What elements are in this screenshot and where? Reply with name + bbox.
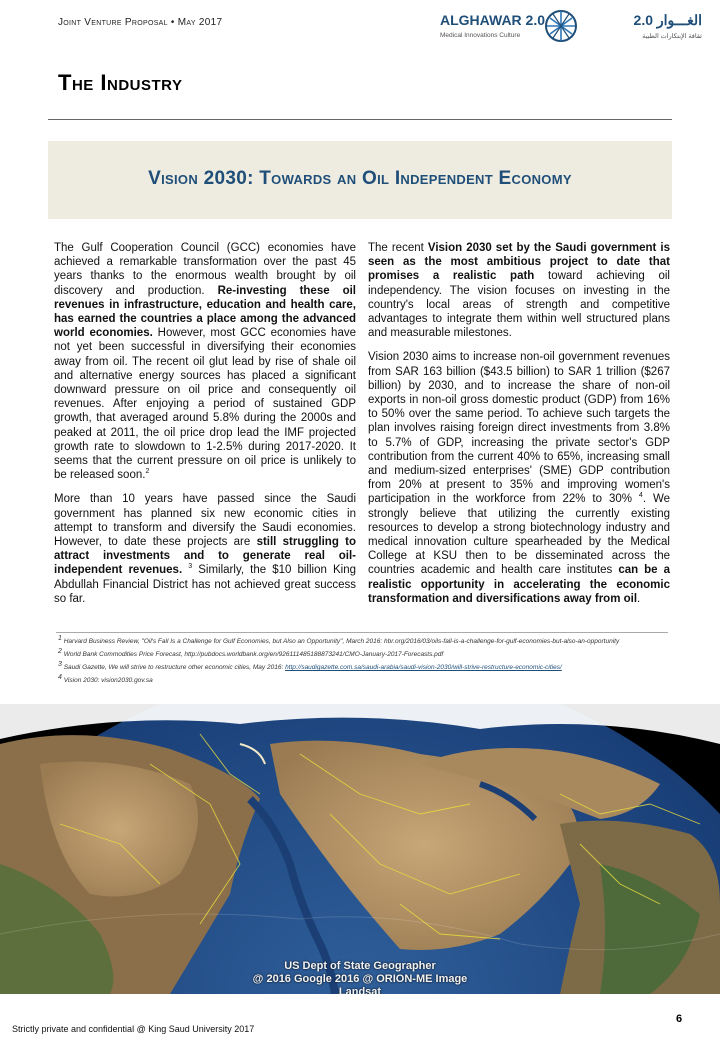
credit-line: US Dept of State Geographer (284, 960, 436, 972)
paragraph-vision-targets (368, 350, 670, 606)
page-header (0, 0, 720, 50)
footnote-link[interactable]: http://saudigazette.com.sa/saudi-arabia/saudi-vision-2030/will-strive-restructure-economic-cities/ (285, 664, 562, 671)
text-run: toward achieving oil independency. The vision focuses on investing in the country's local areas of strength and competitive advantages to integrate them within well structured plans and measurable milestones. (368, 270, 670, 340)
footnote-text: Harvard Business Review, "Oil's Fall Is a Challenge for Gulf Economies, but Also an Opportunity", March 2016: hbr.org/2016/03/oils-fall-is-a-challenge-for-gulf-economies-but-also-an-opportunity (63, 638, 620, 645)
document-label: Joint Venture Proposal • May 2017 (58, 17, 223, 28)
footnote-text: World Bank Commodities Price Forecast, http://pubdocs.worldbank.org/en/926111485188873241/CMO-January-2017-Forecasts.pdf (63, 651, 444, 658)
bold-run: Vision 2030 set by the Saudi government is seen as the most ambitious project to date that promises a realistic path (368, 242, 670, 283)
text-run: . (637, 592, 641, 605)
logo-tagline-en: Medical Innovations Culture (440, 32, 521, 39)
footnote-text: Saudi Gazette, We will strive to restructure other economic cities, May 2016: (63, 664, 286, 671)
credit-line: @ 2016 Google 2016 @ ORION-ME Image (252, 973, 468, 985)
logo-name-ar: الغـــوار 2.0 (633, 12, 702, 28)
footnotes (58, 634, 668, 689)
footnote-ref: 4 (638, 492, 643, 500)
footnote-1 (58, 634, 668, 646)
text-run: Similarly, the $10 billion King Abdullah Financial District has not achieved great success so far. (54, 564, 356, 605)
paragraph-vision-2030 (368, 241, 670, 340)
footnote-number: 2 (58, 647, 62, 655)
logo-globe-icon (542, 6, 580, 44)
footnote-3 (58, 660, 668, 672)
bold-run: can be a realistic opportunity in accelerating the economic transformation and diversifications away from oil (368, 564, 670, 605)
footnote-divider (56, 632, 668, 633)
logo-name-en: ALGHAWAR 2.0 (440, 12, 546, 28)
footnote-4 (58, 673, 668, 685)
bold-run: still struggling to attract investments and to generate real oil-independent revenues. (54, 536, 356, 577)
footnote-number: 3 (58, 660, 62, 668)
image-credits (200, 960, 520, 994)
vision-banner (48, 141, 672, 219)
text-run: The Gulf Cooperation Council (GCC) economies have achieved a remarkable transformation over the past 45 years thanks to the enormous wealth brought by oil discovery and production. (54, 242, 356, 297)
page-number: 6 (676, 1013, 683, 1025)
credit-line: Landsat (338, 986, 382, 994)
text-run: However, most GCC economies have not yet been successful in diversifying their economies away from oil. The recent oil glut lead by rise of shale oil and alternative energy sources has placed a significant downward pressure on oil price and consequently oil revenues. After enjoying a period of sustained GDP growth, that averaged around 5.8% during the 2000s and peaked at 2011, the oil price drop lead the IMF projected growth rate to slowdown to 1-2.5% during 2017-2020. It seems that the current pressure on oil price is unlikely to be released soon. (54, 327, 356, 482)
text-run: Vision 2030 aims to increase non-oil government revenues from SAR 163 billion ($43.5 billion) to SAR 1 trillion ($267 billion) by 2030, and to increase the share of non-oil exports in non-oil gross domestic product (GDP) from 16% to 50% over the same period. To achieve such targets the plan involves raising foreign direct investments from 3.8% to 5.7% of GDP, increasing the private sector's GDP contribution from the current 40% to 65%, increasing small and medium-sized enterprises' (SME) GDP contribution from 20% at present to 35% and improving women's participation in the workforce from 22% to 30% (368, 351, 670, 506)
bold-run: Re-investing these oil revenues in infrastructure, education and health care, has earned the countries a place among the advanced world economies. (54, 284, 356, 340)
paragraph-gcc-economies (54, 241, 356, 482)
satellite-globe-image (0, 704, 720, 994)
right-column (368, 241, 670, 616)
footnote-number: 1 (58, 634, 62, 642)
left-column (54, 241, 356, 616)
confidentiality-notice: Strictly private and confidential @ King Saud University 2017 (12, 1024, 255, 1034)
text-run: . We strongly believe that utilizing the currently existing resources to develop a strong biotechnology industry and medical innovation culture spearheaded by the Medical College at KSU then to be disseminated across the countries academic and health care institutes (368, 493, 670, 577)
footnote-ref: 3 (188, 563, 193, 571)
footnote-2 (58, 647, 668, 659)
logo-tagline-ar: ثقافة الإبتكارات الطبية (642, 33, 702, 40)
footnote-ref: 2 (145, 468, 150, 476)
alghawar-logo (440, 6, 702, 44)
globe-illustration (0, 704, 720, 994)
text-run: The recent (368, 242, 428, 254)
footnote-number: 4 (58, 673, 62, 681)
text-run: More than 10 years have passed since the Saudi government has planned six new economic cities in attempt to transform and diversify the Saudi economies. However, to date these projects are (54, 493, 356, 549)
paragraph-economic-cities (54, 492, 356, 606)
footnote-text: Vision 2030: vision2030.gov.sa (63, 677, 153, 684)
title-divider (48, 119, 672, 120)
banner-title: Vision 2030: Towards an Oil Independent Economy (148, 168, 572, 189)
section-title: The Industry (58, 70, 183, 95)
